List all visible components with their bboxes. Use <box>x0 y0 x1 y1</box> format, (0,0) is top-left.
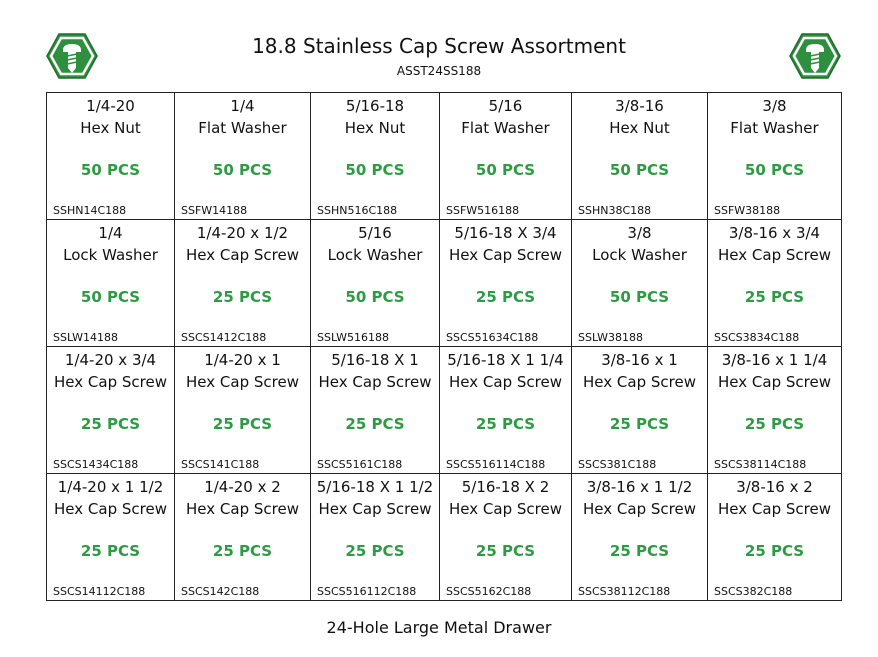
compartment <box>440 93 571 219</box>
compartment-sku: SSCS1434C188 <box>53 458 139 471</box>
compartment-size: 3/8 <box>762 97 787 115</box>
compartment-sku: SSCS516112C188 <box>317 585 417 598</box>
compartment-cell <box>708 347 842 474</box>
compartment-cell <box>311 220 440 347</box>
compartment-cell <box>440 93 572 220</box>
compartment-sku: SSCS1412C188 <box>181 331 267 344</box>
compartment <box>708 474 841 600</box>
compartment-type: Flat Washer <box>198 119 287 137</box>
compartment-quantity: 25 PCS <box>80 542 141 560</box>
compartment-cell <box>708 220 842 347</box>
compartment-sku: SSCS381C188 <box>578 458 657 471</box>
compartment-sku: SSFW38188 <box>714 204 781 217</box>
compartment-quantity: 50 PCS <box>212 161 273 179</box>
compartment-type: Flat Washer <box>461 119 550 137</box>
compartment-type: Hex Cap Screw <box>54 373 167 391</box>
compartment-cell <box>440 220 572 347</box>
compartment-cell <box>47 474 175 601</box>
compartment-quantity: 25 PCS <box>609 542 670 560</box>
compartment-type: Hex Cap Screw <box>318 373 432 391</box>
compartment-size: 3/8-16 x 2 <box>736 478 813 496</box>
compartment <box>47 93 174 219</box>
compartment-size: 1/4-20 x 1 <box>204 351 281 369</box>
compartment-type: Hex Nut <box>80 119 141 137</box>
compartment <box>572 220 707 346</box>
compartment-cell <box>175 220 311 347</box>
footer-caption: 24-Hole Large Metal Drawer <box>326 618 552 637</box>
compartment <box>47 347 174 473</box>
compartment-size: 3/8-16 x 3/4 <box>728 224 821 242</box>
compartment-type: Hex Cap Screw <box>449 373 562 391</box>
compartment-sku: SSCS3834C188 <box>714 331 800 344</box>
header <box>0 0 878 92</box>
compartment-sku: SSCS141C188 <box>181 458 260 471</box>
compartment-sku: SSFW14188 <box>181 204 248 217</box>
compartment-type: Hex Cap Screw <box>54 500 167 518</box>
compartment-sku: SSHN38C188 <box>578 204 652 217</box>
compartment-size: 3/8-16 <box>615 97 664 115</box>
assortment-grid <box>46 92 842 601</box>
grid-row <box>47 93 842 220</box>
compartment-sku: SSLW38188 <box>578 331 643 344</box>
compartment-quantity: 25 PCS <box>80 415 141 433</box>
compartment-sku: SSHN14C188 <box>53 204 127 217</box>
compartment-cell <box>708 93 842 220</box>
compartment-size: 5/16-18 <box>345 97 405 115</box>
compartment-type: Hex Cap Screw <box>718 373 831 391</box>
compartment <box>440 474 571 600</box>
compartment-sku: SSLW516188 <box>317 331 389 344</box>
compartment-type: Hex Nut <box>344 119 406 137</box>
compartment-size: 3/8-16 x 1 <box>601 351 678 369</box>
compartment-quantity: 50 PCS <box>345 161 405 179</box>
compartment-quantity: 25 PCS <box>475 288 536 306</box>
compartment-size: 5/16 <box>488 97 523 115</box>
compartment-cell <box>572 220 708 347</box>
compartment-quantity: 25 PCS <box>609 415 670 433</box>
compartment-size: 1/4 <box>230 97 255 115</box>
compartment-size: 5/16 <box>358 224 392 242</box>
compartment <box>311 474 439 600</box>
compartment <box>175 220 310 346</box>
compartment-quantity: 50 PCS <box>609 288 670 306</box>
compartment <box>440 347 571 473</box>
compartment-size: 1/4-20 x 2 <box>204 478 281 496</box>
compartment-quantity: 25 PCS <box>212 288 273 306</box>
compartment <box>572 93 707 219</box>
compartment-cell <box>175 347 311 474</box>
compartment-cell <box>572 474 708 601</box>
compartment-cell <box>311 474 440 601</box>
compartment-type: Hex Cap Screw <box>449 246 562 264</box>
compartment-quantity: 25 PCS <box>475 415 536 433</box>
compartment-type: Hex Cap Screw <box>718 500 831 518</box>
compartment-cell <box>440 474 572 601</box>
compartment-sku: SSCS382C188 <box>714 585 793 598</box>
compartment-size: 1/4-20 x 3/4 <box>64 351 157 369</box>
compartment-cell <box>572 93 708 220</box>
compartment-type: Lock Washer <box>63 246 158 264</box>
compartment-type: Flat Washer <box>730 119 819 137</box>
compartment-quantity: 25 PCS <box>212 415 273 433</box>
compartment-quantity: 50 PCS <box>609 161 670 179</box>
compartment <box>175 347 310 473</box>
compartment-type: Hex Nut <box>609 119 670 137</box>
compartment <box>708 220 841 346</box>
compartment-type: Lock Washer <box>592 246 687 264</box>
compartment-quantity: 25 PCS <box>475 542 536 560</box>
compartment-sku: SSCS516114C188 <box>446 458 546 471</box>
compartment-size: 3/8 <box>627 224 652 242</box>
compartment <box>572 347 707 473</box>
compartment-size: 1/4-20 x 1/2 <box>196 224 289 242</box>
compartment-cell <box>708 474 842 601</box>
compartment-cell <box>175 93 311 220</box>
compartment-sku: SSCS5162C188 <box>446 585 532 598</box>
compartment-quantity: 25 PCS <box>345 542 405 560</box>
compartment-sku: SSCS14112C188 <box>53 585 146 598</box>
compartment-quantity: 50 PCS <box>80 288 141 306</box>
compartment-quantity: 50 PCS <box>744 161 805 179</box>
compartment-type: Hex Cap Screw <box>186 246 299 264</box>
compartment-sku: SSCS38114C188 <box>714 458 807 471</box>
compartment-size: 3/8-16 x 1 1/2 <box>586 478 693 496</box>
compartment-sku: SSCS51634C188 <box>446 331 539 344</box>
compartment-type: Hex Cap Screw <box>583 500 696 518</box>
compartment-cell <box>47 220 175 347</box>
page-subtitle: ASST24SS188 <box>396 64 482 78</box>
compartment-type: Hex Cap Screw <box>718 246 831 264</box>
compartment <box>311 347 439 473</box>
grid-row <box>47 474 842 601</box>
compartment-cell <box>572 347 708 474</box>
compartment-quantity: 25 PCS <box>345 415 405 433</box>
compartment-quantity: 50 PCS <box>345 288 405 306</box>
compartment-cell <box>311 93 440 220</box>
compartment-quantity: 25 PCS <box>744 288 805 306</box>
compartment <box>708 347 841 473</box>
compartment-sku: SSFW516188 <box>446 204 520 217</box>
grid-row <box>47 347 842 474</box>
compartment-size: 1/4-20 x 1 1/2 <box>57 478 164 496</box>
compartment-type: Hex Cap Screw <box>186 500 299 518</box>
compartment-sku: SSHN516C188 <box>317 204 398 217</box>
compartment-type: Hex Cap Screw <box>449 500 562 518</box>
compartment <box>175 474 310 600</box>
compartment-sku: SSCS38112C188 <box>578 585 671 598</box>
compartment-size: 5/16-18 X 2 <box>461 478 550 496</box>
compartment <box>572 474 707 600</box>
compartment-quantity: 50 PCS <box>80 161 141 179</box>
compartment <box>708 93 841 219</box>
compartment <box>47 220 174 346</box>
compartment-cell <box>440 347 572 474</box>
compartment-quantity: 50 PCS <box>475 161 536 179</box>
compartment-quantity: 25 PCS <box>744 415 805 433</box>
compartment-sku: SSLW14188 <box>53 331 118 344</box>
compartment-type: Lock Washer <box>327 246 423 264</box>
compartment-size: 5/16-18 X 1 1/2 <box>316 478 434 496</box>
compartment-type: Hex Cap Screw <box>186 373 299 391</box>
compartment <box>440 220 571 346</box>
compartment-quantity: 25 PCS <box>212 542 273 560</box>
compartment-cell <box>311 347 440 474</box>
compartment-size: 5/16-18 X 3/4 <box>454 224 557 242</box>
compartment-size: 5/16-18 X 1 <box>331 351 419 369</box>
compartment-size: 1/4-20 <box>86 97 135 115</box>
compartment-quantity: 25 PCS <box>744 542 805 560</box>
compartment <box>311 93 439 219</box>
compartment <box>175 93 310 219</box>
compartment-size: 1/4 <box>98 224 123 242</box>
compartment <box>311 220 439 346</box>
compartment-size: 3/8-16 x 1 1/4 <box>721 351 828 369</box>
compartment-cell <box>175 474 311 601</box>
compartment-cell <box>47 347 175 474</box>
grid-row <box>47 220 842 347</box>
screw-hexagon-icon <box>789 33 841 79</box>
page-title: 18.8 Stainless Cap Screw Assortment <box>252 34 626 58</box>
compartment <box>47 474 174 600</box>
compartment-size: 5/16-18 X 1 1/4 <box>447 351 564 369</box>
compartment-cell <box>47 93 175 220</box>
compartment-type: Hex Cap Screw <box>318 500 432 518</box>
compartment-sku: SSCS5161C188 <box>317 458 403 471</box>
compartment-type: Hex Cap Screw <box>583 373 696 391</box>
compartment-sku: SSCS142C188 <box>181 585 260 598</box>
